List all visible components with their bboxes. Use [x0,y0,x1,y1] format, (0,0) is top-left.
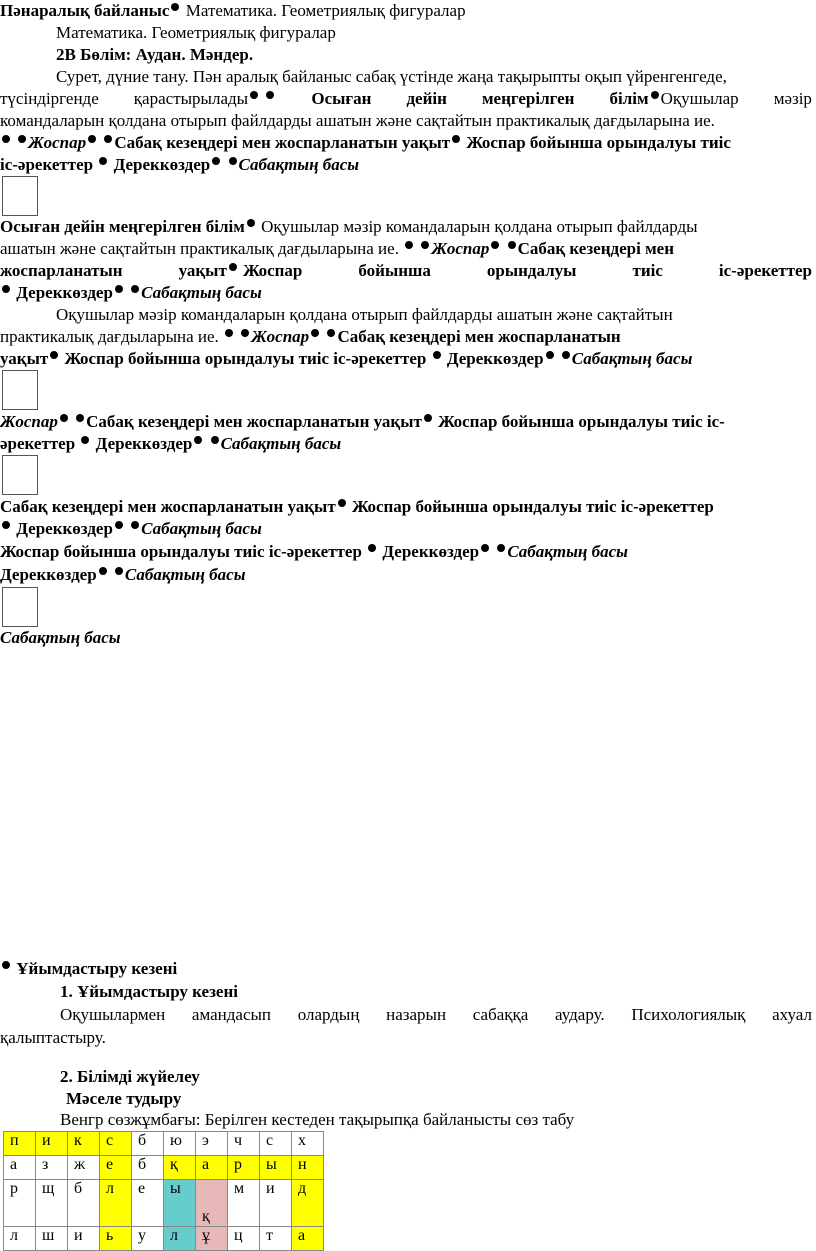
bullet-icon [99,567,107,575]
bullet-icon [115,567,123,575]
bullet-icon [562,351,570,359]
grid-cell: қ [164,1156,196,1180]
bullet-icon [99,157,107,165]
word: мәзір [773,89,812,108]
sabak-kezen-text: Сабақ кезеңдері мен жоспарланатын уақыт [114,133,451,152]
text: әрекеттер [0,434,76,453]
grid-cell: к [68,1132,100,1156]
bullet-icon [241,329,249,337]
word: іс-әрекеттер [718,261,812,280]
bullet-icon [491,241,499,249]
word: түсіндіргенде [0,89,99,108]
empty-checkbox [2,455,38,495]
grid-cell: щ [36,1180,68,1227]
grid-cell: ы [164,1180,196,1227]
word: Осыған [311,89,372,108]
text: практикалық дағдыларына ие. [0,327,219,346]
grid-row [4,1180,324,1227]
doc-line-15 [0,348,692,370]
grid-cell: х [292,1132,324,1156]
word: дейін [406,89,447,108]
grid-cell: у [132,1227,164,1251]
grid-row [4,1132,324,1156]
bullet-icon [546,351,554,359]
grid-cell: с [260,1132,292,1156]
grid-cell: н [292,1156,324,1180]
word [134,88,277,110]
zhospar-text: Жоспар [28,133,87,152]
grid-cell: ю [164,1132,196,1156]
doc-line-2: Математика. Геометриялық фигуралар [56,23,336,42]
sabak-basy-text: Сабақтың басы [507,542,628,561]
bullet-icon [60,414,68,422]
word: Оқушылармен [60,1005,166,1024]
bullet-icon [247,219,255,227]
grid-cell: ы [260,1156,292,1180]
word [179,260,303,282]
sabak-basy-text: Сабақтың басы [141,519,262,538]
bullet-icon [211,436,219,444]
text: Жоспар бойынша орындалуы тиіс іс-әрекеттер [351,497,714,516]
bullet-icon [225,329,233,337]
zhospar-text: Жоспар [251,327,310,346]
problem-heading: Мәселе тудыру [66,1089,182,1108]
grid-cell: ч [228,1132,260,1156]
doc-line-8 [0,154,359,176]
lesson-start-heading: Сабақтың басы [0,628,121,647]
grid-cell: и [36,1132,68,1156]
grid-cell: д [292,1180,324,1227]
grid-cell: и [260,1180,292,1227]
bullet-icon [424,414,432,422]
sabak-kezen-text: Сабақ кезеңдері мен жоспарланатын [337,327,621,346]
doc-line-6: командаларын қолдана отырып файлдарды ашатын және сақтайтын практикалық дағдыларына ие. [0,111,715,130]
bullet-icon [2,135,10,143]
text: Ұйымдастыру кезені [16,959,178,978]
derekkoz-text: Дереккөздер [0,565,97,584]
grid-cell: р [228,1156,260,1180]
word: Психологиялық [631,1005,746,1024]
word: бойынша [358,261,431,280]
doc-line-5 [0,88,812,110]
empty-checkbox [2,176,38,216]
bullet-icon [18,135,26,143]
word-text: Жоспар [243,261,303,280]
text: Жоспар бойынша орындалуы тиіс іс-әрекеттер [0,542,362,561]
text: ашатын және сақтайтын практикалық дағдыларына ие. [0,239,399,258]
sabak-kezen-text: Сабақ кезеңдері мен [517,239,674,258]
zhospar-boy-text: Жоспар бойынша орындалуы тиіс [466,133,731,152]
doc-line-21 [0,518,262,540]
text: Жоспар бойынша орындалуы тиіс іс-әрекеттер [64,349,427,368]
grid-cell: қ [196,1180,228,1227]
org-stage-bullet [0,958,177,980]
bullet-icon [368,544,376,552]
grid-cell: ж [68,1156,100,1180]
grid-cell: а [196,1156,228,1180]
bullet-icon [131,521,139,529]
bullet-icon [81,436,89,444]
grid-cell: л [164,1227,196,1251]
doc-line-17 [0,411,725,433]
bullet-icon [497,544,505,552]
doc-line-4: Сурет, дүние тану. Пән аралық байланыс сабақ үстінде жаңа тақырыпты оқып үйренгенгеде, [56,67,727,86]
grid-row [4,1156,324,1180]
org-stage-heading: 1. Ұйымдастыру кезені [60,982,238,1001]
sabak-kezen-text: Сабақ кезеңдері мен жоспарланатын уақыт [86,412,422,431]
word: аудару. [555,1005,605,1024]
doc-line-28: қалыптастыру. [0,1028,106,1047]
word: назарын [386,1005,447,1024]
grid-cell: т [260,1227,292,1251]
bullet-icon [212,157,220,165]
derekkoz-text: Дереккөздер [16,519,113,538]
grid-cell: а [4,1156,36,1180]
bullet-icon [405,241,413,249]
grid-cell: б [132,1132,164,1156]
grid-cell: и [68,1227,100,1251]
derekkoz-text: Дереккөздер [113,155,211,174]
bullet-icon [508,241,516,249]
doc-line-13: Оқушылар мәзір командаларын қолдана отырып файлдарды ашатын және сақтайтын [56,305,673,324]
bullet-icon [327,329,335,337]
sabak-basy-text: Сабақтың басы [238,155,360,174]
grid-cell: е [132,1180,164,1227]
word-search-grid [3,1131,324,1251]
grid-cell: л [4,1227,36,1251]
word [610,88,739,110]
sabak-basy-text: Сабақтың басы [220,434,342,453]
grid-cell: ұ [196,1227,228,1251]
sabak-basy-text: Сабақтың басы [124,565,246,584]
bullet-icon [2,285,10,293]
grid-cell: з [36,1156,68,1180]
prior-knowledge-text: Оқушылар мәзір командаларын қолдана отырып файлдарды [256,217,698,236]
word: амандасып [191,1005,272,1024]
bullet-icon [421,241,429,249]
word-text: уақыт [178,261,227,280]
grid-cell: а [292,1227,324,1251]
grid-cell: р [4,1180,36,1227]
grid-cell: б [132,1156,164,1180]
text: Сабақ кезеңдері мен жоспарланатын уақыт [0,497,336,516]
derekkoz-text: Дереккөздер [382,542,480,561]
bullet-icon [194,436,202,444]
bullet-icon [131,285,139,293]
section-title: 2В Бөлім: Аудан. Мәндер. [56,45,254,64]
doc-line-1 [0,0,466,22]
grid-cell: м [228,1180,260,1227]
grid-row [4,1227,324,1251]
zhospar-text: Жоспар [0,412,58,431]
doc-line-18 [0,433,341,455]
bullet-icon [338,499,346,507]
subject-text: Математика. Геометриялық фигуралар [181,1,466,20]
grid-cell: с [100,1132,132,1156]
word: сабаққа [472,1005,529,1024]
bullet-icon [171,3,179,11]
doc-line-12 [0,282,262,304]
text: Жоспар бойынша орындалуы тиіс іс- [438,412,725,431]
word: орындалуы [486,261,577,280]
word: меңгерілген [481,89,575,108]
sabak-basy-text: Сабақтың басы [141,283,262,302]
word: ахуал [772,1005,812,1024]
bullet-icon [2,521,10,529]
doc-line-10 [0,238,674,260]
bullet-icon [229,157,237,165]
empty-checkbox [2,587,38,627]
doc-line-23 [0,564,246,586]
bullet-icon [115,521,123,529]
systematize-heading: 2. Білімді жүйелеу [60,1067,200,1086]
grid-cell: ь [100,1227,132,1251]
zhospar-text: Жоспар [431,239,490,258]
doc-line-14 [0,326,621,348]
word-text: қарастырылады [133,89,249,108]
word: тиіс [632,261,663,280]
word: жоспарланатын [0,261,123,280]
bullet-icon [250,91,258,99]
doc-line-27 [60,1004,812,1026]
bullet-icon [50,351,58,359]
heading-pan-aralyk: Пәнаралық байланыс [0,1,170,20]
doc-line-22 [0,541,628,563]
derekkoz-text: Дереккөздер [16,283,113,302]
bullet-icon [651,91,659,99]
grid-cell: э [196,1132,228,1156]
bullet-icon [229,263,237,271]
doc-line-11 [0,260,812,282]
doc-line-9 [0,216,698,238]
word-text: білім [609,89,649,108]
derekkoz-text: Дереккөздер [95,434,193,453]
bullet-icon [2,961,10,969]
bullet-icon [104,135,112,143]
is-areket-text: іс-әрекеттер [0,155,94,174]
grid-cell: л [100,1180,132,1227]
bullet-icon [481,544,489,552]
derekkoz-text: Дереккөздер [446,349,544,368]
bullet-icon [115,285,123,293]
bullet-icon [452,135,460,143]
grid-cell: п [4,1132,36,1156]
sabak-basy-text: Сабақтың басы [571,349,693,368]
bullet-icon [76,414,84,422]
puzzle-instruction: Венгр сөзжұмбағы: Берілген кестеден тақырыпқа байланысты сөз табу [60,1110,575,1129]
prior-knowledge-label: Осыған дейін меңгерілген білім [0,217,245,236]
grid-cell: ц [228,1227,260,1251]
bullet-icon [88,135,96,143]
grid-cell: ш [36,1227,68,1251]
grid-cell: б [68,1180,100,1227]
bullet-icon [311,329,319,337]
grid-cell: е [100,1156,132,1180]
bullet-icon [433,351,441,359]
word: олардың [297,1005,360,1024]
text: уақыт [0,349,49,368]
word-text: Оқушылар [660,89,739,108]
doc-line-7 [0,132,731,154]
doc-line-20 [0,496,714,518]
empty-checkbox [2,370,38,410]
bullet-icon [266,91,274,99]
